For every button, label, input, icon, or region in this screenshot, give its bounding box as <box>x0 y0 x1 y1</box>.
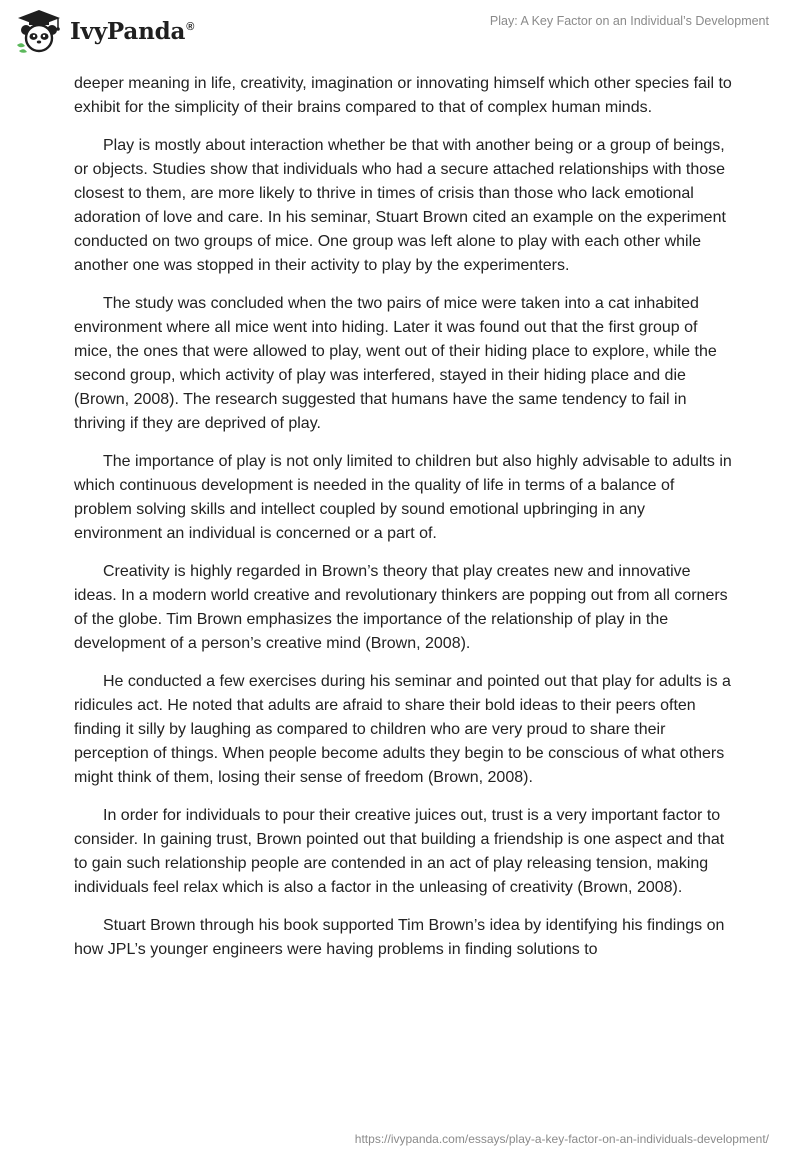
paragraph-5: Creativity is highly regarded in Brown’s theory that play creates new and innovative ideas. In a modern world creative and revolutionary thinkers are popping out from all corners of the globe. Tim Brown emphasizes the importance of the relationship of play in the development of a person’s creative mind (Brown, 2008). <box>74 563 728 652</box>
paragraph-1: deeper meaning in life, creativity, imagination or innovating himself which other species fail to exhibit for the simplicity of their brains compared to that of complex human minds. <box>74 75 732 116</box>
paragraph-4: The importance of play is not only limited to children but also highly advisable to adults in which continuous development is needed in the quality of life in terms of a balance of problem solving skills and intellect coupled by sound emotional upbringing in any environment an individual is concerned or a part of. <box>74 453 732 542</box>
page-header <box>0 0 800 70</box>
panda-graduate-icon <box>14 8 64 54</box>
essay-body <box>74 72 734 976</box>
document-title: Play: A Key Factor on an Individual’s Development <box>489 14 769 28</box>
paragraph-2: Play is mostly about interaction whether be that with another being or a group of beings, or objects. Studies show that individuals who had a secure attached relationships with those closest to them, are more likely to thrive in times of crisis than those who lack emotional adoration of love and care. In his seminar, Stuart Brown cited an example on the experiment conducted on two groups of mice. One group was left alone to play with each other while another one was stopped in their activity to play by the experimenters. <box>74 137 726 274</box>
brand-logo[interactable] <box>14 8 194 54</box>
source-url[interactable]: https://ivypanda.com/essays/play-a-key-factor-on-an-individuals-development/ <box>354 1132 769 1146</box>
paragraph-8: Stuart Brown through his book supported Tim Brown’s idea by identifying his findings on how JPL’s younger engineers were having problems in finding solutions to <box>74 917 725 958</box>
paragraph-6: He conducted a few exercises during his seminar and pointed out that play for adults is a ridicules act. He noted that adults are afraid to share their bold ideas to their peers often finding it silly by laughing as compared to children who are very proud to share their perception of things. When people become adults they begin to be conscious of what others might think of them, losing their sense of freedom (Brown, 2008). <box>74 673 731 786</box>
paragraph-7: In order for individuals to pour their creative juices out, trust is a very important factor to consider. In gaining trust, Brown pointed out that building a friendship is one aspect and that to gain such relationship people are contended in an act of play releasing tension, making individuals feel relax which is also a factor in the unleasing of creativity (Brown, 2008). <box>74 807 725 896</box>
brand-name: IvyPanda® <box>70 17 195 45</box>
paragraph-3: The study was concluded when the two pairs of mice were taken into a cat inhabited environment where all mice went into hiding. Later it was found out that the first group of mice, the ones that were allowed to play, went out of their hiding place to explore, while the second group, which activity of play was interfered, stayed in their hiding place and die (Brown, 2008). The research suggested that humans have the same tendency to fail in thriving if they are deprived of play. <box>74 295 717 432</box>
